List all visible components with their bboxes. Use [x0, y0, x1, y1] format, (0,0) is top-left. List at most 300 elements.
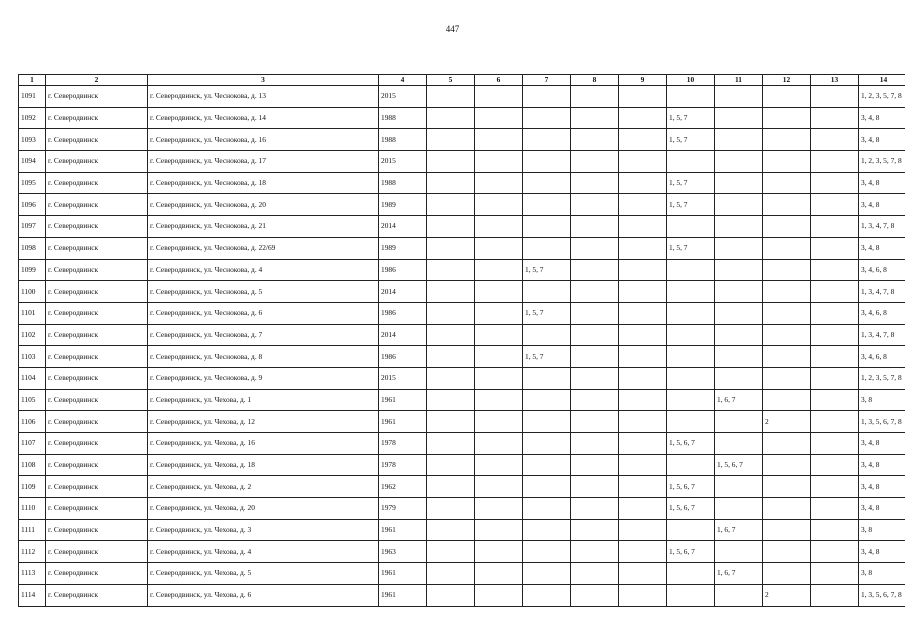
cell-col-13: [811, 324, 859, 346]
cell-col-14: 1, 3, 5, 6, 7, 8: [859, 411, 905, 433]
cell-address: г. Северодвинск, ул. Чехова, д. 18: [148, 454, 379, 476]
cell-col-11: [715, 172, 763, 194]
cell-col-11: [715, 129, 763, 151]
cell-row-number: 1110: [19, 498, 46, 520]
cell-col-13: [811, 237, 859, 259]
cell-col-5: [427, 519, 475, 541]
cell-col-13: [811, 411, 859, 433]
cell-col-12: [763, 346, 811, 368]
cell-col-11: [715, 237, 763, 259]
cell-col-10: [667, 281, 715, 303]
cell-col-5: [427, 454, 475, 476]
cell-col-11: [715, 194, 763, 216]
cell-col-7: [523, 433, 571, 455]
registry-table: [18, 74, 905, 607]
cell-row-number: 1101: [19, 302, 46, 324]
column-header-9: 9: [619, 75, 667, 86]
cell-col-6: [475, 563, 523, 585]
cell-year: 1986: [379, 259, 427, 281]
cell-col-5: [427, 563, 475, 585]
cell-col-6: [475, 129, 523, 151]
cell-col-13: [811, 259, 859, 281]
table-row: [19, 172, 905, 194]
cell-col-7: 1, 5, 7: [523, 259, 571, 281]
column-header-6: 6: [475, 75, 523, 86]
table-row: [19, 86, 905, 108]
cell-col-10: [667, 151, 715, 173]
table-row: [19, 498, 905, 520]
cell-col-7: [523, 584, 571, 606]
cell-address: г. Северодвинск, ул. Чехова, д. 4: [148, 541, 379, 563]
cell-settlement: г. Северодвинск: [46, 584, 148, 606]
cell-settlement: г. Северодвинск: [46, 107, 148, 129]
table-row: [19, 281, 905, 303]
cell-year: 1986: [379, 346, 427, 368]
cell-col-13: [811, 107, 859, 129]
table-row: [19, 454, 905, 476]
cell-col-7: [523, 519, 571, 541]
cell-address: г. Северодвинск, ул. Чеснокова, д. 13: [148, 86, 379, 108]
cell-col-10: [667, 324, 715, 346]
cell-col-14: 3, 4, 8: [859, 476, 905, 498]
cell-col-10: [667, 302, 715, 324]
cell-col-5: [427, 346, 475, 368]
table-row: [19, 389, 905, 411]
cell-col-12: [763, 107, 811, 129]
cell-col-14: 1, 3, 4, 7, 8: [859, 216, 905, 238]
cell-col-10: [667, 259, 715, 281]
cell-col-7: [523, 324, 571, 346]
cell-col-9: [619, 129, 667, 151]
cell-row-number: 1106: [19, 411, 46, 433]
cell-year: 1986: [379, 302, 427, 324]
cell-year: 1978: [379, 454, 427, 476]
cell-col-6: [475, 389, 523, 411]
cell-col-12: [763, 476, 811, 498]
cell-address: г. Северодвинск, ул. Чеснокова, д. 14: [148, 107, 379, 129]
cell-year: 1989: [379, 194, 427, 216]
cell-col-6: [475, 259, 523, 281]
cell-row-number: 1098: [19, 237, 46, 259]
cell-col-5: [427, 259, 475, 281]
cell-settlement: г. Северодвинск: [46, 302, 148, 324]
cell-settlement: г. Северодвинск: [46, 281, 148, 303]
cell-address: г. Северодвинск, ул. Чехова, д. 6: [148, 584, 379, 606]
cell-col-10: [667, 454, 715, 476]
cell-col-11: 1, 5, 6, 7: [715, 454, 763, 476]
cell-col-9: [619, 281, 667, 303]
cell-row-number: 1096: [19, 194, 46, 216]
cell-col-7: [523, 151, 571, 173]
cell-col-9: [619, 172, 667, 194]
cell-col-7: [523, 498, 571, 520]
cell-col-9: [619, 584, 667, 606]
cell-col-7: [523, 281, 571, 303]
cell-col-13: [811, 584, 859, 606]
cell-col-8: [571, 107, 619, 129]
cell-col-8: [571, 194, 619, 216]
cell-col-12: [763, 194, 811, 216]
cell-col-12: [763, 389, 811, 411]
cell-col-13: [811, 346, 859, 368]
cell-year: 1979: [379, 498, 427, 520]
cell-settlement: г. Северодвинск: [46, 86, 148, 108]
cell-col-12: [763, 216, 811, 238]
cell-col-5: [427, 476, 475, 498]
cell-year: 1961: [379, 389, 427, 411]
cell-col-13: [811, 563, 859, 585]
column-header-1: 1: [19, 75, 46, 86]
cell-row-number: 1092: [19, 107, 46, 129]
cell-col-5: [427, 433, 475, 455]
cell-col-12: [763, 259, 811, 281]
cell-row-number: 1100: [19, 281, 46, 303]
cell-row-number: 1094: [19, 151, 46, 173]
cell-col-9: [619, 411, 667, 433]
cell-col-12: [763, 151, 811, 173]
cell-col-14: 1, 3, 5, 6, 7, 8: [859, 584, 905, 606]
cell-row-number: 1112: [19, 541, 46, 563]
cell-col-13: [811, 281, 859, 303]
cell-col-13: [811, 129, 859, 151]
cell-settlement: г. Северодвинск: [46, 411, 148, 433]
cell-col-14: 1, 3, 4, 7, 8: [859, 324, 905, 346]
column-header-3: 3: [148, 75, 379, 86]
cell-col-11: [715, 151, 763, 173]
page-number: 447: [445, 24, 460, 34]
table-row: [19, 129, 905, 151]
cell-address: г. Северодвинск, ул. Чеснокова, д. 17: [148, 151, 379, 173]
cell-year: 2015: [379, 151, 427, 173]
cell-col-8: [571, 519, 619, 541]
cell-col-10: [667, 519, 715, 541]
cell-col-11: [715, 541, 763, 563]
cell-col-10: 1, 5, 6, 7: [667, 476, 715, 498]
cell-col-8: [571, 389, 619, 411]
cell-col-9: [619, 541, 667, 563]
cell-col-5: [427, 584, 475, 606]
cell-col-6: [475, 107, 523, 129]
table-row: [19, 346, 905, 368]
cell-col-5: [427, 367, 475, 389]
column-header-4: 4: [379, 75, 427, 86]
cell-row-number: 1114: [19, 584, 46, 606]
cell-col-7: [523, 107, 571, 129]
cell-col-11: 1, 6, 7: [715, 563, 763, 585]
table-row: [19, 237, 905, 259]
cell-col-7: 1, 5, 7: [523, 302, 571, 324]
cell-col-10: 1, 5, 6, 7: [667, 541, 715, 563]
cell-col-6: [475, 216, 523, 238]
column-header-12: 12: [763, 75, 811, 86]
cell-row-number: 1111: [19, 519, 46, 541]
cell-row-number: 1113: [19, 563, 46, 585]
cell-col-8: [571, 454, 619, 476]
cell-row-number: 1108: [19, 454, 46, 476]
cell-col-13: [811, 498, 859, 520]
cell-col-5: [427, 129, 475, 151]
cell-col-9: [619, 216, 667, 238]
cell-col-12: [763, 433, 811, 455]
cell-col-7: [523, 411, 571, 433]
cell-col-9: [619, 324, 667, 346]
cell-col-11: [715, 584, 763, 606]
cell-col-12: [763, 129, 811, 151]
cell-col-9: [619, 259, 667, 281]
cell-col-8: [571, 584, 619, 606]
cell-col-6: [475, 476, 523, 498]
table-row: [19, 302, 905, 324]
cell-address: г. Северодвинск, ул. Чеснокова, д. 6: [148, 302, 379, 324]
cell-settlement: г. Северодвинск: [46, 563, 148, 585]
cell-col-8: [571, 281, 619, 303]
cell-address: г. Северодвинск, ул. Чехова, д. 1: [148, 389, 379, 411]
cell-col-5: [427, 216, 475, 238]
cell-col-14: 3, 4, 6, 8: [859, 346, 905, 368]
cell-settlement: г. Северодвинск: [46, 259, 148, 281]
cell-col-11: 1, 6, 7: [715, 389, 763, 411]
cell-col-8: [571, 498, 619, 520]
cell-year: 1961: [379, 584, 427, 606]
cell-col-14: 3, 4, 8: [859, 107, 905, 129]
column-header-8: 8: [571, 75, 619, 86]
cell-col-6: [475, 281, 523, 303]
cell-col-5: [427, 411, 475, 433]
cell-address: г. Северодвинск, ул. Чеснокова, д. 22/69: [148, 237, 379, 259]
cell-settlement: г. Северодвинск: [46, 367, 148, 389]
cell-col-7: [523, 172, 571, 194]
cell-col-8: [571, 86, 619, 108]
cell-settlement: г. Северодвинск: [46, 129, 148, 151]
cell-row-number: 1093: [19, 129, 46, 151]
cell-col-8: [571, 172, 619, 194]
cell-address: г. Северодвинск, ул. Чеснокова, д. 9: [148, 367, 379, 389]
cell-col-10: [667, 216, 715, 238]
cell-settlement: г. Северодвинск: [46, 237, 148, 259]
cell-col-7: [523, 563, 571, 585]
cell-col-8: [571, 302, 619, 324]
cell-settlement: г. Северодвинск: [46, 194, 148, 216]
cell-col-9: [619, 151, 667, 173]
cell-col-9: [619, 367, 667, 389]
cell-col-10: 1, 5, 7: [667, 237, 715, 259]
header-row: [19, 75, 905, 86]
cell-col-6: [475, 172, 523, 194]
cell-col-12: [763, 86, 811, 108]
cell-col-9: [619, 498, 667, 520]
cell-col-14: 3, 4, 6, 8: [859, 302, 905, 324]
cell-col-12: [763, 519, 811, 541]
cell-col-11: [715, 216, 763, 238]
cell-address: г. Северодвинск, ул. Чеснокова, д. 20: [148, 194, 379, 216]
cell-col-6: [475, 151, 523, 173]
cell-address: г. Северодвинск, ул. Чехова, д. 2: [148, 476, 379, 498]
cell-address: г. Северодвинск, ул. Чехова, д. 20: [148, 498, 379, 520]
cell-col-14: 3, 4, 8: [859, 541, 905, 563]
cell-col-8: [571, 433, 619, 455]
cell-col-6: [475, 346, 523, 368]
cell-col-8: [571, 129, 619, 151]
cell-year: 2014: [379, 324, 427, 346]
cell-col-9: [619, 107, 667, 129]
cell-col-11: [715, 324, 763, 346]
cell-col-11: [715, 281, 763, 303]
cell-col-9: [619, 476, 667, 498]
cell-col-14: 3, 4, 8: [859, 129, 905, 151]
cell-col-14: 3, 4, 8: [859, 237, 905, 259]
cell-col-13: [811, 476, 859, 498]
table-row: [19, 411, 905, 433]
cell-col-14: 3, 4, 8: [859, 454, 905, 476]
cell-col-10: [667, 411, 715, 433]
cell-col-5: [427, 151, 475, 173]
cell-col-13: [811, 433, 859, 455]
table-row: [19, 194, 905, 216]
cell-col-6: [475, 433, 523, 455]
cell-col-10: 1, 5, 7: [667, 172, 715, 194]
cell-col-8: [571, 563, 619, 585]
cell-col-8: [571, 259, 619, 281]
cell-col-9: [619, 302, 667, 324]
cell-address: г. Северодвинск, ул. Чеснокова, д. 7: [148, 324, 379, 346]
cell-address: г. Северодвинск, ул. Чеснокова, д. 21: [148, 216, 379, 238]
cell-col-13: [811, 172, 859, 194]
column-header-11: 11: [715, 75, 763, 86]
cell-row-number: 1104: [19, 367, 46, 389]
cell-settlement: г. Северодвинск: [46, 541, 148, 563]
cell-col-7: [523, 216, 571, 238]
table-row: [19, 563, 905, 585]
cell-col-13: [811, 302, 859, 324]
cell-col-8: [571, 151, 619, 173]
cell-year: 1988: [379, 107, 427, 129]
table-row: [19, 584, 905, 606]
cell-col-8: [571, 541, 619, 563]
cell-col-5: [427, 194, 475, 216]
cell-col-5: [427, 86, 475, 108]
cell-col-6: [475, 411, 523, 433]
cell-col-11: [715, 259, 763, 281]
column-header-13: 13: [811, 75, 859, 86]
cell-col-11: [715, 302, 763, 324]
column-header-5: 5: [427, 75, 475, 86]
cell-col-8: [571, 324, 619, 346]
cell-row-number: 1105: [19, 389, 46, 411]
cell-col-12: [763, 367, 811, 389]
cell-settlement: г. Северодвинск: [46, 216, 148, 238]
cell-col-13: [811, 151, 859, 173]
cell-col-8: [571, 216, 619, 238]
cell-year: 1963: [379, 541, 427, 563]
cell-col-6: [475, 324, 523, 346]
cell-col-13: [811, 194, 859, 216]
cell-col-6: [475, 454, 523, 476]
column-header-2: 2: [46, 75, 148, 86]
cell-col-14: 3, 4, 8: [859, 194, 905, 216]
cell-col-14: 1, 2, 3, 5, 7, 8: [859, 86, 905, 108]
cell-col-11: [715, 86, 763, 108]
cell-col-5: [427, 237, 475, 259]
cell-address: г. Северодвинск, ул. Чехова, д. 3: [148, 519, 379, 541]
cell-col-5: [427, 541, 475, 563]
cell-col-10: [667, 563, 715, 585]
cell-col-12: [763, 172, 811, 194]
cell-col-10: 1, 5, 7: [667, 194, 715, 216]
cell-col-14: 3, 4, 8: [859, 498, 905, 520]
cell-col-7: [523, 389, 571, 411]
table-row: [19, 476, 905, 498]
cell-row-number: 1107: [19, 433, 46, 455]
cell-col-11: [715, 411, 763, 433]
cell-col-10: [667, 584, 715, 606]
cell-col-11: [715, 498, 763, 520]
cell-col-5: [427, 498, 475, 520]
cell-col-14: 3, 4, 8: [859, 172, 905, 194]
cell-settlement: г. Северодвинск: [46, 519, 148, 541]
cell-row-number: 1109: [19, 476, 46, 498]
cell-year: 1962: [379, 476, 427, 498]
cell-col-8: [571, 411, 619, 433]
cell-year: 2014: [379, 216, 427, 238]
cell-col-6: [475, 302, 523, 324]
cell-col-12: 2: [763, 411, 811, 433]
cell-col-14: 3, 8: [859, 519, 905, 541]
cell-year: 1961: [379, 411, 427, 433]
cell-year: 2015: [379, 86, 427, 108]
cell-col-7: [523, 237, 571, 259]
cell-col-7: [523, 541, 571, 563]
cell-col-5: [427, 172, 475, 194]
cell-settlement: г. Северодвинск: [46, 389, 148, 411]
cell-row-number: 1095: [19, 172, 46, 194]
cell-col-9: [619, 563, 667, 585]
cell-address: г. Северодвинск, ул. Чехова, д. 12: [148, 411, 379, 433]
cell-address: г. Северодвинск, ул. Чеснокова, д. 4: [148, 259, 379, 281]
cell-row-number: 1097: [19, 216, 46, 238]
cell-col-13: [811, 519, 859, 541]
cell-row-number: 1103: [19, 346, 46, 368]
cell-col-12: [763, 237, 811, 259]
cell-col-7: [523, 476, 571, 498]
cell-settlement: г. Северодвинск: [46, 151, 148, 173]
cell-address: г. Северодвинск, ул. Чехова, д. 16: [148, 433, 379, 455]
cell-col-9: [619, 433, 667, 455]
cell-col-9: [619, 346, 667, 368]
cell-col-14: 3, 8: [859, 389, 905, 411]
cell-col-10: [667, 346, 715, 368]
cell-col-6: [475, 237, 523, 259]
cell-col-6: [475, 367, 523, 389]
cell-col-12: [763, 281, 811, 303]
cell-col-11: [715, 433, 763, 455]
cell-col-6: [475, 194, 523, 216]
cell-year: 1961: [379, 519, 427, 541]
cell-address: г. Северодвинск, ул. Чеснокова, д. 18: [148, 172, 379, 194]
cell-col-12: [763, 541, 811, 563]
cell-col-12: [763, 454, 811, 476]
cell-col-14: 1, 2, 3, 5, 7, 8: [859, 151, 905, 173]
cell-address: г. Северодвинск, ул. Чеснокова, д. 5: [148, 281, 379, 303]
cell-col-5: [427, 324, 475, 346]
cell-col-10: 1, 5, 7: [667, 107, 715, 129]
cell-col-12: [763, 324, 811, 346]
cell-col-10: [667, 367, 715, 389]
table-row: [19, 324, 905, 346]
cell-col-10: [667, 389, 715, 411]
cell-year: 2015: [379, 367, 427, 389]
cell-year: 1961: [379, 563, 427, 585]
cell-col-14: 3, 4, 8: [859, 433, 905, 455]
